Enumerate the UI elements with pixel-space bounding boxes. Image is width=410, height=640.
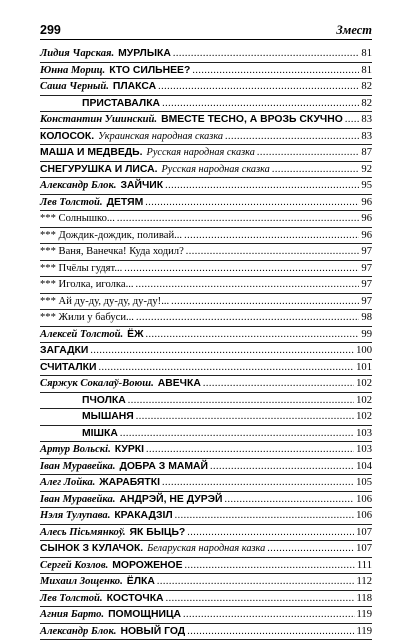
toc-entry-text: *** Жили у бабуси... <box>40 312 134 323</box>
toc-entry-page: 82 <box>361 81 372 92</box>
dot-leader <box>128 395 354 406</box>
toc-entry-title: ПЧОЛКА <box>82 395 126 406</box>
dot-leader <box>98 362 354 373</box>
toc-entry <box>40 145 372 162</box>
toc-entry-page: 96 <box>361 230 372 241</box>
toc-entry-page: 106 <box>356 510 372 521</box>
toc-entry-title: КОСТОЧКА <box>107 593 164 604</box>
toc-entry-author: Іван Муравейка. <box>40 494 115 505</box>
toc-entry-page: 99 <box>361 329 372 340</box>
dot-leader <box>192 65 359 76</box>
toc-entry-text: *** Солнышко... <box>40 213 115 224</box>
toc-entry-page: 83 <box>361 114 372 125</box>
dot-leader <box>158 81 359 92</box>
toc-entry <box>40 327 372 344</box>
toc-entry-page: 81 <box>361 48 372 59</box>
dot-leader <box>90 345 354 356</box>
dot-leader <box>171 296 359 307</box>
toc-entry-page: 107 <box>356 543 372 554</box>
toc-entry-title: НОВЫЙ ГОД <box>120 626 185 637</box>
toc-entry-page: 82 <box>361 98 372 109</box>
toc-entry-author: Іван Муравейка. <box>40 461 115 472</box>
toc-entry-author: Алесь Пісьмянкоў. <box>40 527 126 538</box>
toc-entry-title: КТО СИЛЬНЕЕ? <box>109 65 190 76</box>
toc-entry-title: ЖАРАБЯТКІ <box>99 477 160 488</box>
dot-leader <box>187 626 354 637</box>
toc-entry-page: 103 <box>356 444 372 455</box>
dot-leader <box>175 510 354 521</box>
page-number: 299 <box>40 23 61 37</box>
dot-leader <box>120 428 354 439</box>
toc-entry <box>40 376 372 393</box>
toc-entry-page: 92 <box>361 164 372 175</box>
dot-leader <box>162 477 354 488</box>
toc-entry <box>40 475 372 492</box>
toc-entry <box>40 129 372 146</box>
toc-entry-author: Лев Толстой. <box>40 197 103 208</box>
dot-leader <box>203 378 354 389</box>
toc-entry <box>40 79 372 96</box>
dot-leader <box>183 609 354 620</box>
toc-entry-note: Русская народная сказка <box>161 164 269 175</box>
toc-entry-title: КРАКАДЗІЛ <box>114 510 172 521</box>
toc-entry-page: 87 <box>361 147 372 158</box>
toc-entry-page: 101 <box>356 362 372 373</box>
toc-entry <box>40 46 372 63</box>
toc-entry-page: 119 <box>357 609 373 620</box>
dot-leader <box>210 461 354 472</box>
toc-entry-page: 104 <box>356 461 372 472</box>
toc-entry-page: 111 <box>357 560 372 571</box>
section-title: Змест <box>336 23 372 38</box>
toc-entry-text: *** Ваня, Ванечка! Куда ходил? <box>40 246 184 257</box>
toc-entry-page: 96 <box>361 213 372 224</box>
toc-entry-title: МАША И МЕДВЕДЬ. <box>40 147 143 158</box>
toc-entry <box>40 426 372 443</box>
toc-entry-page: 100 <box>356 345 372 356</box>
toc-entry <box>40 558 372 575</box>
toc-entry-page: 97 <box>361 263 372 274</box>
toc-entry-author: Лев Толстой. <box>40 593 103 604</box>
toc-entry-title: ЗАЙЧИК <box>120 180 163 191</box>
dot-leader <box>157 576 355 587</box>
toc-entry-page: 97 <box>361 296 372 307</box>
toc-entry-title: ВМЕСТЕ ТЕСНО, А ВРОЗЬ СКУЧНО <box>161 114 343 125</box>
toc-entry <box>40 112 372 129</box>
toc-entry-title: ЁЖ <box>127 329 143 340</box>
dot-leader <box>187 527 354 538</box>
toc-entry <box>40 624 372 640</box>
dot-leader <box>146 329 360 340</box>
toc-entry-title: ПОМОЩНИЦА <box>108 609 181 620</box>
dot-leader <box>136 279 360 290</box>
toc-entry-author: Сяржук Сокалаў-Воюш. <box>40 378 154 389</box>
toc-entry <box>40 459 372 476</box>
toc-entry <box>40 442 372 459</box>
toc-entry-title: ДОБРА З МАМАЙ <box>119 461 208 472</box>
toc-entry <box>40 244 372 261</box>
dot-leader <box>117 213 360 224</box>
toc-entry <box>40 525 372 542</box>
toc-entry-author: Юнна Мориц. <box>40 65 105 76</box>
toc-entry-note: Русская народная сказка <box>147 147 255 158</box>
toc-entry <box>40 541 372 558</box>
toc-entry-text: *** Дождик-дождик, поливай... <box>40 230 182 241</box>
toc-entry-title: МОРОЖЕНОЕ <box>112 560 182 571</box>
toc-entry-page: 95 <box>361 180 372 191</box>
toc-entry-author: Алег Лойка. <box>40 477 95 488</box>
toc-entry-author: Алексей Толстой. <box>40 329 123 340</box>
toc-entry <box>40 261 372 278</box>
dot-leader <box>225 494 355 505</box>
toc-entry <box>40 63 372 80</box>
toc-entry-page: 105 <box>356 477 372 488</box>
toc-entry <box>40 277 372 294</box>
toc-entry-author: Константин Ушинский. <box>40 114 157 125</box>
toc-entry <box>40 591 372 608</box>
toc-entry <box>40 360 372 377</box>
toc-entry <box>40 574 372 591</box>
toc-entry-page: 83 <box>361 131 372 142</box>
toc-entry-title: ЁЛКА <box>127 576 155 587</box>
dot-leader <box>225 131 359 142</box>
toc-entry <box>40 409 372 426</box>
dot-leader <box>162 98 359 109</box>
dot-leader <box>146 444 354 455</box>
dot-leader <box>272 164 360 175</box>
dot-leader <box>186 246 360 257</box>
toc-entry-page: 102 <box>356 378 372 389</box>
toc-entry-title: КУРКІ <box>115 444 144 455</box>
toc-entry <box>40 508 372 525</box>
toc-entry-author: Нэля Тулупава. <box>40 510 110 521</box>
toc-entry-page: 98 <box>361 312 372 323</box>
dot-leader <box>257 147 360 158</box>
toc-entry <box>40 393 372 410</box>
toc-entry-page: 102 <box>356 411 372 422</box>
toc-entry-title: ЗАГАДКИ <box>40 345 88 356</box>
toc-entry-page: 102 <box>356 395 372 406</box>
toc-entry <box>40 162 372 179</box>
dot-leader <box>166 593 355 604</box>
toc-entry <box>40 96 372 113</box>
dot-leader <box>267 543 354 554</box>
toc-entry-author: Саша Черный. <box>40 81 109 92</box>
toc-entry-author: Лидия Чарская. <box>40 48 114 59</box>
toc-entry-title: АВЕЧКА <box>158 378 201 389</box>
toc-entry <box>40 211 372 228</box>
toc-entry-title: КОЛОСОК. <box>40 131 94 142</box>
toc-entry <box>40 343 372 360</box>
page-header <box>40 23 372 40</box>
toc-entry-author: Александр Блок. <box>40 180 116 191</box>
toc-entry-title: СЫНОК З КУЛАЧОК. <box>40 543 143 554</box>
toc-entry-page: 103 <box>356 428 372 439</box>
toc-entry-title: СНЕГУРУШКА И ЛИСА. <box>40 164 157 175</box>
toc-entry-text: *** Иголка, иголка... <box>40 279 134 290</box>
toc-entry-page: 97 <box>361 279 372 290</box>
toc-entry-title: СЧИТАЛКИ <box>40 362 96 373</box>
toc-entry-title: АНДРЭЙ, НЕ ДУРЭЙ <box>119 494 222 505</box>
toc-entry-title: ПЛАКСА <box>113 81 156 92</box>
toc-entry-title: МУРЛЫКА <box>118 48 171 59</box>
dot-leader <box>145 197 359 208</box>
toc-entry-author: Сергей Козлов. <box>40 560 108 571</box>
dot-leader <box>173 48 360 59</box>
toc-entry-note: Беларуская народная казка <box>147 543 265 554</box>
dot-leader <box>124 263 359 274</box>
toc-entry-author: Агния Барто. <box>40 609 104 620</box>
toc-entry <box>40 607 372 624</box>
toc-entry-title: ЯК БЫЦЬ? <box>130 527 186 538</box>
toc-entry <box>40 228 372 245</box>
toc-entry-page: 112 <box>357 576 373 587</box>
toc-entry-author: Артур Вольскі. <box>40 444 111 455</box>
table-of-contents <box>40 46 372 640</box>
toc-entry-page: 107 <box>356 527 372 538</box>
dot-leader <box>136 312 359 323</box>
dot-leader <box>185 560 355 571</box>
toc-entry-page: 106 <box>356 494 372 505</box>
toc-entry-page: 118 <box>357 593 373 604</box>
dot-leader <box>136 411 354 422</box>
toc-entry <box>40 294 372 311</box>
toc-entry-author: Александр Блок. <box>40 626 116 637</box>
toc-entry <box>40 492 372 509</box>
toc-entry-page: 119 <box>357 626 373 637</box>
toc-entry-author: Михаил Зощенко. <box>40 576 123 587</box>
dot-leader <box>184 230 359 241</box>
toc-entry-text: *** Ай ду-ду, ду-ду, ду-ду!... <box>40 296 169 307</box>
toc-entry-title: ДЕТЯМ <box>107 197 144 208</box>
toc-entry <box>40 310 372 327</box>
toc-entry-note: Украинская народная сказка <box>98 131 223 142</box>
toc-entry-page: 81 <box>361 65 372 76</box>
dot-leader <box>345 114 360 125</box>
toc-entry-page: 97 <box>361 246 372 257</box>
toc-entry-page: 96 <box>361 197 372 208</box>
toc-entry <box>40 195 372 212</box>
toc-entry <box>40 178 372 195</box>
toc-entry-text: *** Пчёлы гудят... <box>40 263 122 274</box>
toc-entry-title: МІШКА <box>82 428 118 439</box>
dot-leader <box>165 180 359 191</box>
toc-entry-title: ПРИСТАВАЛКА <box>82 98 160 109</box>
toc-entry-title: МЫШАНЯ <box>82 411 134 422</box>
